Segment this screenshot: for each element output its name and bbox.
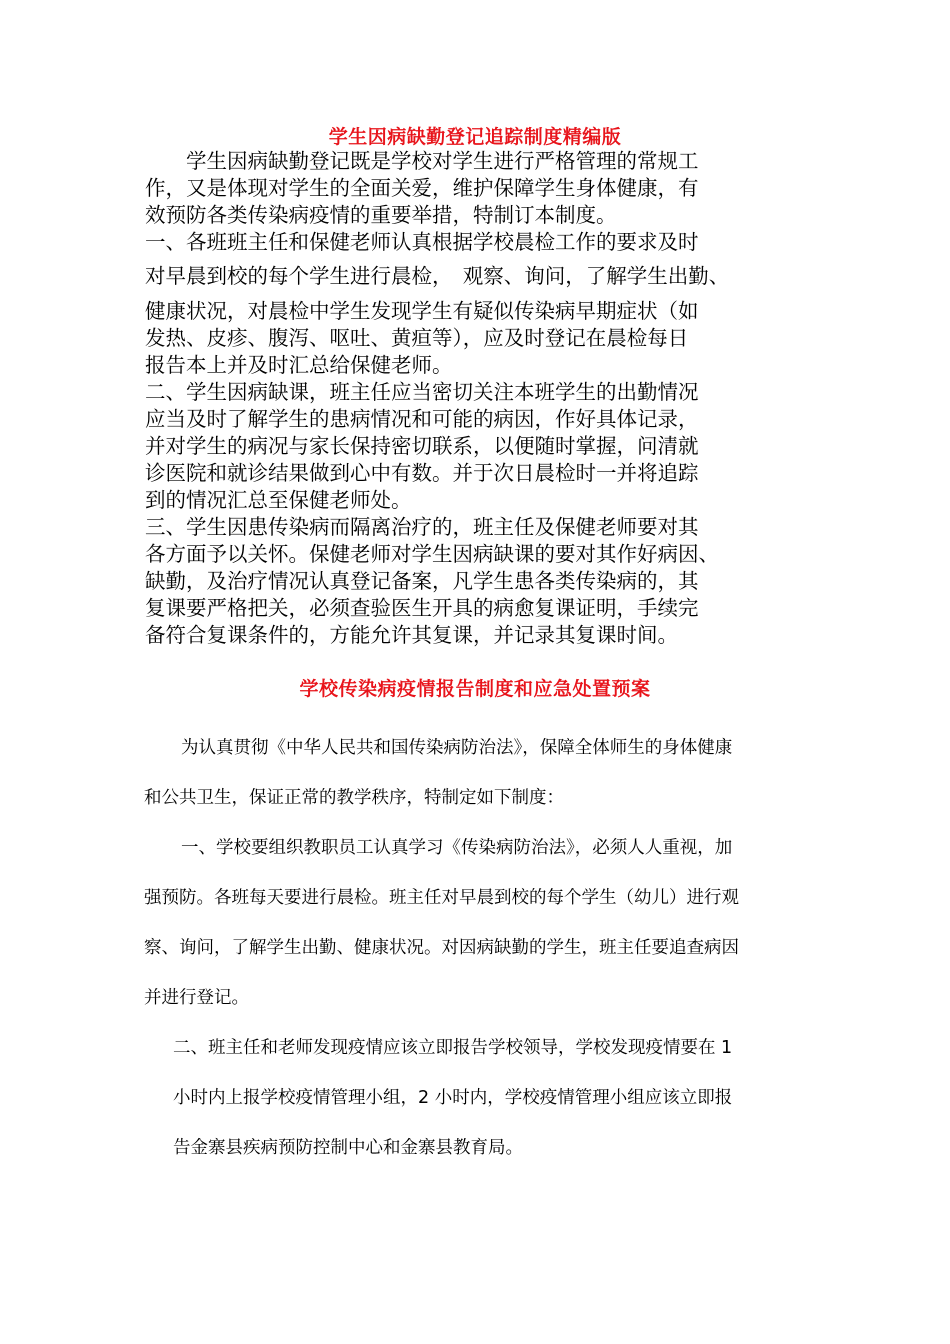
- text-line: 三、学生因患传染病而隔离治疗的，班主任及保健老师要对其: [145, 515, 699, 539]
- text-line: 一、学校要组织教职员工认真学习《传染病防治法》，必须人人重视，加: [181, 838, 733, 858]
- text-line: 学生因病缺勤登记既是学校对学生进行严格管理的常规工: [145, 149, 699, 173]
- text-line: 小时内上报学校疫情管理小组，2 小时内，学校疫情管理小组应该立即报: [173, 1088, 733, 1108]
- text-line: 到的情况汇总至保健老师处。: [145, 488, 412, 512]
- text-line: 二、学生因病缺课，班主任应当密切关注本班学生的出勤情况: [145, 380, 699, 404]
- text-line: 各方面予以关怀。保健老师对学生因病缺课的要对其作好病因、: [145, 542, 719, 566]
- text-line: 作，又是体现对学生的全面关爱，维护保障学生身体健康，有: [145, 176, 699, 200]
- text-line: 二、班主任和老师发现疫情应该立即报告学校领导，学校发现疫情要在 1: [173, 1038, 733, 1058]
- section1-title: 学生因病缺勤登记追踪制度精编版: [328, 126, 622, 148]
- text-line: 应当及时了解学生的患病情况和可能的病因，作好具体记录，: [145, 407, 699, 431]
- text-line: 和公共卫生，保证正常的教学秩序，特制定如下制度：: [144, 788, 564, 808]
- text-line: 诊医院和就诊结果做到心中有数。并于次日晨检时一并将追踪: [145, 461, 699, 485]
- section2-title: 学校传染病疫情报告制度和应急处置预案: [299, 678, 651, 700]
- text-line: 告金寨县疾病预防控制中心和金寨县教育局。: [173, 1138, 523, 1158]
- text-line: 备符合复课条件的，方能允许其复课，并记录其复课时间。: [145, 623, 678, 647]
- text-line: 缺勤，及治疗情况认真登记备案，凡学生患各类传染病的，其: [145, 569, 699, 593]
- text-line: 对早晨到校的每个学生进行晨检， 观察、询问，了解学生出勤、: [145, 264, 730, 288]
- text-line: 一、各班班主任和保健老师认真根据学校晨检工作的要求及时: [145, 230, 699, 254]
- text-line: 健康状况，对晨检中学生发现学生有疑似传染病早期症状（如: [145, 299, 699, 323]
- text-line: 发热、皮疹、腹泻、呕吐、黄疸等），应及时登记在晨检每日: [145, 326, 689, 350]
- section1-paragraph-a: [145, 148, 825, 256]
- text-line: 效预防各类传染病疫情的重要举措，特制订本制度。: [145, 203, 617, 227]
- text-line: 并进行登记。: [144, 988, 249, 1008]
- section1-paragraph-b: [145, 263, 825, 290]
- text-line: 强预防。各班每天要进行晨检。班主任对早晨到校的每个学生（幼儿）进行观: [144, 888, 739, 908]
- text-line: 复课要严格把关，必须查验医生开具的病愈复课证明，手续完: [145, 596, 699, 620]
- text-line: 为认真贯彻《中华人民共和国传染病防治法》，保障全体师生的身体健康: [181, 738, 733, 758]
- text-line: 并对学生的病况与家长保持密切联系，以便随时掌握，问清就: [145, 434, 699, 458]
- text-line: 察、询问，了解学生出勤、健康状况。对因病缺勤的学生，班主任要追查病因: [144, 938, 739, 958]
- text-line: 报告本上并及时汇总给保健老师。: [145, 353, 453, 377]
- section1-paragraph-c: [145, 298, 825, 649]
